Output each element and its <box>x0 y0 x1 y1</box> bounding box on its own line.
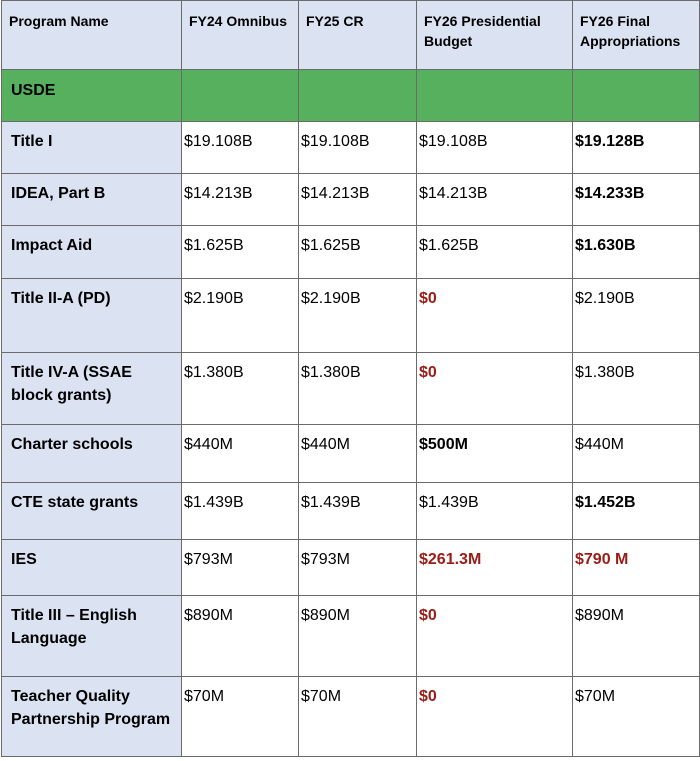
fy25-value: $14.213B <box>299 174 417 226</box>
appropriations-table <box>1 0 700 757</box>
fy25-value: $1.439B <box>299 483 417 540</box>
fy26-pres-value: $1.625B <box>417 226 573 279</box>
fy25-value: $70M <box>299 677 417 757</box>
fy26-final-value: $14.233B <box>573 174 700 226</box>
section-row-usde <box>2 70 700 122</box>
section-empty-cell <box>573 70 700 122</box>
table-row <box>2 540 700 596</box>
fy26-pres-value: $0 <box>417 596 573 677</box>
program-name: IDEA, Part B <box>2 174 182 226</box>
program-name: Title IV-A (SSAE block grants) <box>2 353 182 425</box>
program-name: Impact Aid <box>2 226 182 279</box>
fy26-pres-value: $1.439B <box>417 483 573 540</box>
fy26-final-value: $440M <box>573 425 700 483</box>
fy25-value: $1.380B <box>299 353 417 425</box>
col-header-fy24-omnibus: FY24 Omnibus <box>182 1 299 70</box>
col-header-program-name: Program Name <box>2 1 182 70</box>
fy24-value: $793M <box>182 540 299 596</box>
fy26-pres-value: $0 <box>417 677 573 757</box>
fy24-value: $2.190B <box>182 279 299 353</box>
table-row <box>2 425 700 483</box>
table-row <box>2 122 700 174</box>
section-empty-cell <box>417 70 573 122</box>
fy26-pres-value: $0 <box>417 353 573 425</box>
program-name: Title III – English Language <box>2 596 182 677</box>
table-row <box>2 174 700 226</box>
col-header-fy26-presidential-budget: FY26 Presidential Budget <box>417 1 573 70</box>
program-name: CTE state grants <box>2 483 182 540</box>
fy26-final-value: $890M <box>573 596 700 677</box>
fy24-value: $70M <box>182 677 299 757</box>
program-name: Title I <box>2 122 182 174</box>
col-header-fy26-final-appropriations: FY26 Final Appropriations <box>573 1 700 70</box>
fy26-final-value: $1.452B <box>573 483 700 540</box>
fy26-pres-value: $261.3M <box>417 540 573 596</box>
fy25-value: $890M <box>299 596 417 677</box>
fy26-pres-value: $14.213B <box>417 174 573 226</box>
header-row <box>2 1 700 70</box>
fy24-value: $19.108B <box>182 122 299 174</box>
table-row <box>2 279 700 353</box>
fy25-value: $793M <box>299 540 417 596</box>
col-header-fy25-cr: FY25 CR <box>299 1 417 70</box>
fy25-value: $1.625B <box>299 226 417 279</box>
fy26-final-value: $790 M <box>573 540 700 596</box>
program-name: Charter schools <box>2 425 182 483</box>
fy24-value: $1.439B <box>182 483 299 540</box>
fy26-pres-value: $0 <box>417 279 573 353</box>
fy25-value: $19.108B <box>299 122 417 174</box>
fy26-final-value: $1.630B <box>573 226 700 279</box>
fy26-final-value: $70M <box>573 677 700 757</box>
program-name: Teacher Quality Partnership Program <box>2 677 182 757</box>
table-row <box>2 483 700 540</box>
fy24-value: $14.213B <box>182 174 299 226</box>
fy26-final-value: $1.380B <box>573 353 700 425</box>
fy24-value: $1.625B <box>182 226 299 279</box>
section-empty-cell <box>182 70 299 122</box>
fy24-value: $890M <box>182 596 299 677</box>
fy26-pres-value: $500M <box>417 425 573 483</box>
table-row <box>2 677 700 757</box>
fy26-pres-value: $19.108B <box>417 122 573 174</box>
fy26-final-value: $19.128B <box>573 122 700 174</box>
program-name: Title II-A (PD) <box>2 279 182 353</box>
program-name: IES <box>2 540 182 596</box>
fy24-value: $1.380B <box>182 353 299 425</box>
table-row <box>2 226 700 279</box>
fy24-value: $440M <box>182 425 299 483</box>
fy25-value: $440M <box>299 425 417 483</box>
section-label: USDE <box>2 70 182 122</box>
fy25-value: $2.190B <box>299 279 417 353</box>
fy26-final-value: $2.190B <box>573 279 700 353</box>
table-row <box>2 596 700 677</box>
table-row <box>2 353 700 425</box>
section-empty-cell <box>299 70 417 122</box>
